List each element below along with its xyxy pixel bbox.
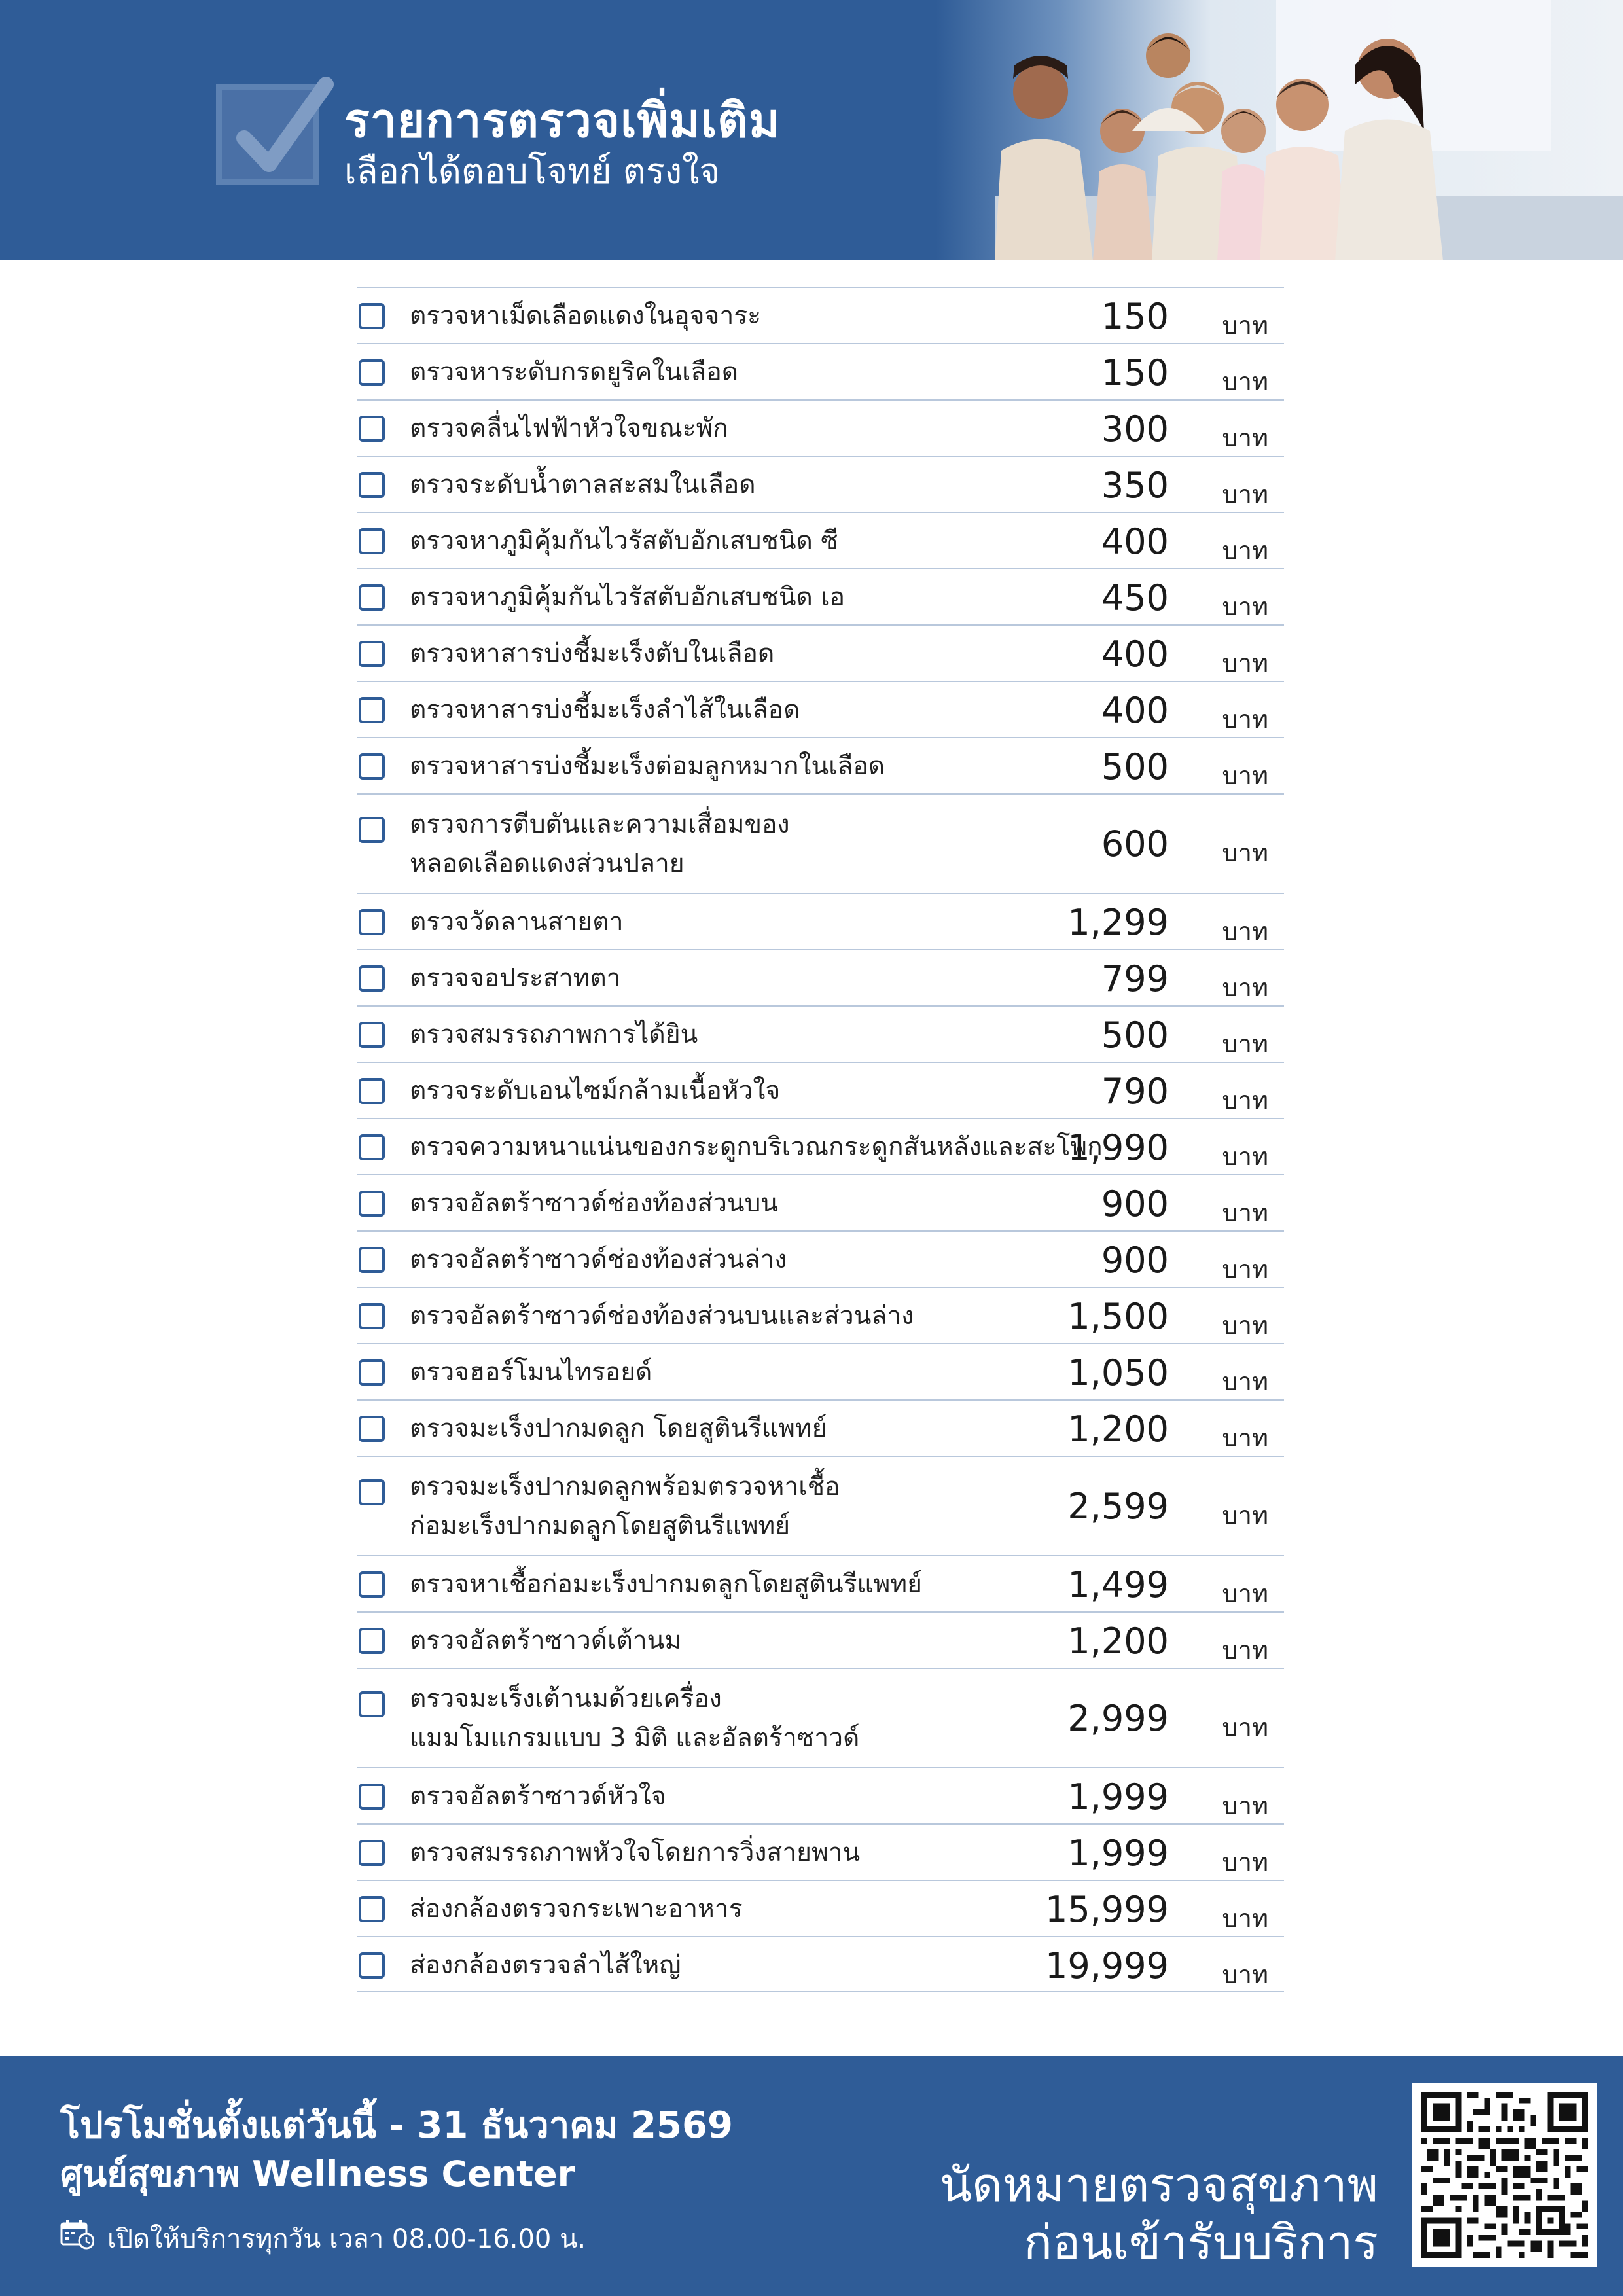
- item-name: ตรวจมะเร็งปากมดลูก โดยสูตินรีแพทย์: [410, 1414, 827, 1443]
- list-item: [357, 1230, 1284, 1287]
- item-name: ตรวจคลื่นไฟฟ้าหัวใจขณะพัก: [410, 414, 729, 443]
- item-checkbox[interactable]: [359, 1303, 385, 1329]
- item-name: ตรวจหาสารบ่งชี้มะเร็งลำไส้ในเลือด: [410, 695, 800, 725]
- item-price: 600: [1101, 823, 1169, 865]
- item-price: 500: [1101, 746, 1169, 787]
- item-price: 1,500: [1067, 1296, 1169, 1337]
- item-checkbox[interactable]: [359, 1784, 385, 1810]
- checkbox-check-icon: [216, 84, 319, 185]
- item-checkbox[interactable]: [359, 1078, 385, 1104]
- item-name: ส่องกล้องตรวจกระเพาะอาหาร: [410, 1894, 743, 1924]
- item-name: ตรวจหาเม็ดเลือดแดงในอุจจาระ: [410, 301, 762, 331]
- item-unit: บาท: [1222, 1791, 1268, 1820]
- item-unit: บาท: [1222, 1367, 1268, 1396]
- item-name-line2: หลอดเลือดแดงส่วนปลาย: [410, 849, 685, 878]
- list-item: [357, 1118, 1284, 1174]
- item-name: ตรวจอัลตร้าซาวด์ช่องท้องส่วนบนและส่วนล่าง: [410, 1301, 914, 1331]
- item-unit: บาท: [1222, 480, 1268, 509]
- item-unit: บาท: [1222, 838, 1268, 867]
- item-unit: บาท: [1222, 917, 1268, 946]
- item-name-line1: ตรวจมะเร็งเต้านมด้วยเครื่อง: [410, 1684, 722, 1713]
- item-unit: บาท: [1222, 973, 1268, 1002]
- item-price: 450: [1101, 577, 1169, 619]
- item-checkbox[interactable]: [359, 1134, 385, 1160]
- item-price: 300: [1101, 408, 1169, 450]
- cta-line-1: นัดหมายตรวจสุขภาพ: [939, 2157, 1378, 2212]
- calendar-clock-icon: [60, 2219, 94, 2250]
- item-price: 2,599: [1067, 1486, 1169, 1527]
- header-banner: [0, 0, 1623, 260]
- list-item: [357, 568, 1284, 624]
- item-unit: บาท: [1222, 367, 1268, 396]
- item-checkbox[interactable]: [359, 697, 385, 723]
- item-price: 1,499: [1067, 1564, 1169, 1605]
- item-name: ตรวจความหนาแน่นของกระดูกบริเวณกระดูกสันหลังและสะโพก: [410, 1132, 1103, 1162]
- list-item: [357, 624, 1284, 681]
- item-price: 1,200: [1067, 1621, 1169, 1662]
- page-title: รายการตรวจเพิ่มเติม: [344, 93, 781, 148]
- item-checkbox[interactable]: [359, 817, 385, 843]
- item-checkbox[interactable]: [359, 1840, 385, 1866]
- item-unit: บาท: [1222, 1255, 1268, 1283]
- item-checkbox[interactable]: [359, 1571, 385, 1598]
- item-name: [410, 1679, 1064, 1758]
- item-checkbox[interactable]: [359, 753, 385, 780]
- item-name: ตรวจวัดลานสายตา: [410, 907, 624, 937]
- item-name: ตรวจสมรรถภาพการได้ยิน: [410, 1020, 698, 1049]
- list-item: [357, 343, 1284, 399]
- list-item: [357, 1456, 1284, 1555]
- list-item: [357, 1005, 1284, 1062]
- item-checkbox[interactable]: [359, 1691, 385, 1717]
- list-item: [357, 1936, 1284, 1992]
- list-item: [357, 512, 1284, 568]
- item-price: 19,999: [1045, 1945, 1169, 1986]
- list-item: [357, 893, 1284, 949]
- item-name: ตรวจหาระดับกรดยูริคในเลือด: [410, 357, 739, 387]
- exam-price-list: [357, 287, 1284, 1992]
- item-unit: บาท: [1222, 649, 1268, 677]
- item-checkbox[interactable]: [359, 1628, 385, 1654]
- qr-code[interactable]: [1412, 2083, 1597, 2267]
- item-price: 150: [1101, 296, 1169, 337]
- list-item: [357, 1174, 1284, 1230]
- item-unit: บาท: [1222, 1424, 1268, 1452]
- item-price: 790: [1101, 1071, 1169, 1112]
- item-name: ตรวจระดับน้ำตาลสะสมในเลือด: [410, 470, 756, 499]
- item-name: ตรวจหาสารบ่งชี้มะเร็งตับในเลือด: [410, 639, 775, 668]
- item-price: 1,200: [1067, 1408, 1169, 1450]
- item-checkbox[interactable]: [359, 528, 385, 554]
- item-name: ตรวจหาภูมิคุ้มกันไวรัสตับอักเสบชนิด ซี: [410, 526, 838, 556]
- item-checkbox[interactable]: [359, 303, 385, 329]
- item-unit: บาท: [1222, 1142, 1268, 1171]
- item-checkbox[interactable]: [359, 472, 385, 498]
- item-unit: บาท: [1222, 1198, 1268, 1227]
- item-checkbox[interactable]: [359, 1247, 385, 1273]
- item-price: 900: [1101, 1183, 1169, 1225]
- item-checkbox[interactable]: [359, 1191, 385, 1217]
- list-item: [357, 399, 1284, 456]
- item-unit: บาท: [1222, 1636, 1268, 1664]
- item-unit: บาท: [1222, 536, 1268, 565]
- item-name-line2: แมมโมแกรมแบบ 3 มิติ และอัลตร้าซาวด์: [410, 1723, 860, 1753]
- item-unit: บาท: [1222, 1904, 1268, 1933]
- item-price: 1,990: [1067, 1127, 1169, 1168]
- list-item: [357, 1611, 1284, 1668]
- item-checkbox[interactable]: [359, 1479, 385, 1505]
- item-name-line1: ตรวจการตีบตันและความเสื่อมของ: [410, 810, 790, 839]
- list-item: [357, 1343, 1284, 1399]
- item-price: 15,999: [1045, 1889, 1169, 1930]
- item-name-line2: ก่อมะเร็งปากมดลูกโดยสูตินรีแพทย์: [410, 1511, 791, 1541]
- list-item: [357, 456, 1284, 512]
- list-item: [357, 1555, 1284, 1611]
- item-name: [410, 1467, 1064, 1546]
- item-name: ตรวจหาภูมิคุ้มกันไวรัสตับอักเสบชนิด เอ: [410, 583, 845, 612]
- item-unit: บาท: [1222, 1086, 1268, 1115]
- item-unit: บาท: [1222, 1501, 1268, 1530]
- item-name: ตรวจระดับเอนไซม์กล้ามเนื้อหัวใจ: [410, 1076, 781, 1105]
- item-name: ตรวจสมรรถภาพหัวใจโดยการวิ่งสายพาน: [410, 1838, 861, 1867]
- item-checkbox[interactable]: [359, 1952, 385, 1979]
- item-unit: บาท: [1222, 311, 1268, 340]
- item-unit: บาท: [1222, 1579, 1268, 1608]
- item-unit: บาท: [1222, 423, 1268, 452]
- page-subtitle: เลือกได้ตอบโจทย์ ตรงใจ: [344, 151, 721, 192]
- item-checkbox[interactable]: [359, 909, 385, 935]
- item-checkbox[interactable]: [359, 584, 385, 611]
- list-item: [357, 1880, 1284, 1936]
- promotion-period: โปรโมชั่นตั้งแต่วันนี้ - 31 ธันวาคม 2569: [60, 2104, 733, 2147]
- item-price: 1,050: [1067, 1352, 1169, 1393]
- item-price: 1,299: [1067, 902, 1169, 943]
- opening-hours: เปิดให้บริการทุกวัน เวลา 08.00-16.00 น.: [107, 2224, 586, 2254]
- list-item: [357, 681, 1284, 737]
- list-item: [357, 1823, 1284, 1880]
- item-name: ตรวจหาเชื้อก่อมะเร็งปากมดลูกโดยสูตินรีแพทย์: [410, 1570, 922, 1599]
- item-checkbox[interactable]: [359, 641, 385, 667]
- item-price: 1,999: [1067, 1776, 1169, 1818]
- item-checkbox[interactable]: [359, 416, 385, 442]
- item-unit: บาท: [1222, 705, 1268, 734]
- item-unit: บาท: [1222, 1030, 1268, 1058]
- item-checkbox[interactable]: [359, 1359, 385, 1386]
- item-unit: บาท: [1222, 761, 1268, 790]
- item-price: 2,999: [1067, 1698, 1169, 1739]
- list-item: [357, 1399, 1284, 1456]
- item-unit: บาท: [1222, 1713, 1268, 1742]
- footer-banner: [0, 2056, 1623, 2296]
- item-price: 150: [1101, 352, 1169, 393]
- item-name: ส่องกล้องตรวจลำไส้ใหญ่: [410, 1950, 681, 1980]
- item-unit: บาท: [1222, 1960, 1268, 1989]
- item-name: [410, 805, 1064, 884]
- item-price: 400: [1101, 690, 1169, 731]
- list-item: [357, 1767, 1284, 1823]
- list-item: [357, 949, 1284, 1005]
- list-item: [357, 287, 1284, 343]
- item-checkbox[interactable]: [359, 1416, 385, 1442]
- cta-line-2: ก่อนเข้ารับบริการ: [1024, 2215, 1378, 2270]
- item-name: ตรวจจอประสาทตา: [410, 963, 621, 993]
- item-checkbox[interactable]: [359, 1022, 385, 1048]
- item-unit: บาท: [1222, 1848, 1268, 1876]
- item-price: 900: [1101, 1240, 1169, 1281]
- item-checkbox[interactable]: [359, 359, 385, 386]
- item-unit: บาท: [1222, 592, 1268, 621]
- item-price: 1,999: [1067, 1833, 1169, 1874]
- item-name: ตรวจอัลตร้าซาวด์เต้านม: [410, 1626, 682, 1655]
- center-name: ศูนย์สุขภาพ Wellness Center: [60, 2153, 575, 2195]
- item-name: ตรวจอัลตร้าซาวด์ช่องท้องส่วนบน: [410, 1189, 779, 1218]
- item-name: ตรวจอัลตร้าซาวด์หัวใจ: [410, 1782, 666, 1811]
- list-item: [357, 1668, 1284, 1767]
- item-price: 400: [1101, 634, 1169, 675]
- list-item: [357, 737, 1284, 793]
- item-name: ตรวจฮอร์โมนไทรอยด์: [410, 1357, 652, 1387]
- family-photo: [936, 0, 1623, 260]
- item-price: 400: [1101, 521, 1169, 562]
- item-name: ตรวจหาสารบ่งชี้มะเร็งต่อมลูกหมากในเลือด: [410, 751, 885, 781]
- item-unit: บาท: [1222, 1311, 1268, 1340]
- list-item: [357, 1287, 1284, 1343]
- item-checkbox[interactable]: [359, 965, 385, 992]
- item-price: 350: [1101, 465, 1169, 506]
- list-item: [357, 1062, 1284, 1118]
- list-item: [357, 793, 1284, 893]
- item-name: ตรวจอัลตร้าซาวด์ช่องท้องส่วนล่าง: [410, 1245, 787, 1274]
- item-price: 500: [1101, 1014, 1169, 1056]
- item-price: 799: [1101, 958, 1169, 999]
- item-checkbox[interactable]: [359, 1896, 385, 1922]
- item-name-line1: ตรวจมะเร็งปากมดลูกพร้อมตรวจหาเชื้อ: [410, 1472, 840, 1501]
